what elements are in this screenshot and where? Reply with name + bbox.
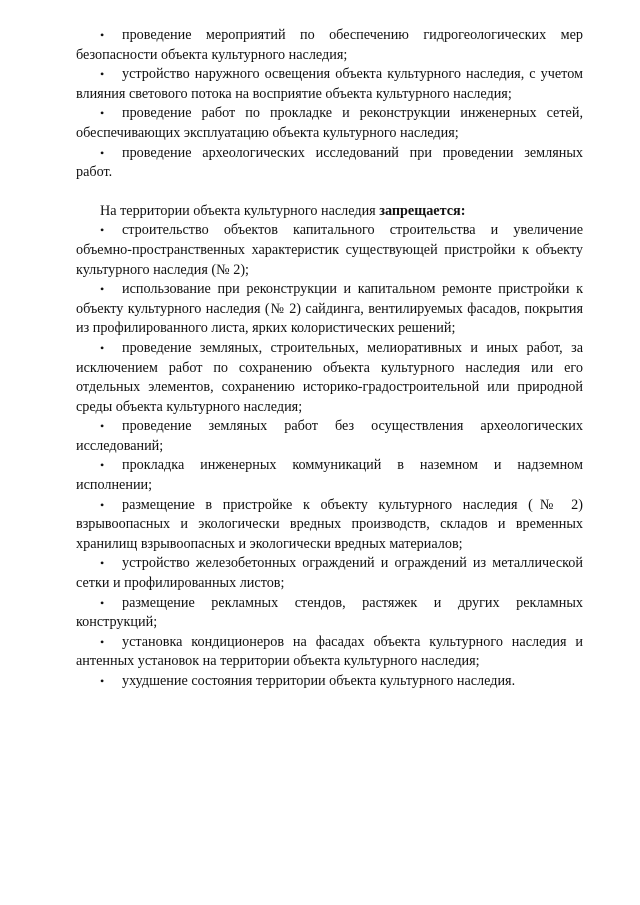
list-item-text: ухудшение состояния территории объекта культурного наследия.: [122, 673, 516, 689]
bullet-icon: •: [100, 282, 105, 297]
list-item-text: проведение земляных, строительных, мелиоративных и иных работ, за исключением работ по сохранению объекта культурного наследия или его отдельных элементов, сохранению историко-градостроительной или природной среды объекта культурного наследия;: [76, 339, 583, 415]
bullet-icon: •: [100, 223, 105, 238]
list-item: [76, 456, 583, 495]
list-item-text: проведение археологических исследований при проведении земляных работ.: [76, 144, 583, 181]
list-item: [76, 496, 583, 555]
bullet-icon: •: [100, 595, 105, 610]
list-item-text: использование при реконструкции и капитальном ремонте пристройки к объекту культурного наследия (№ 2) сайдинга, вентилируемых фасадов, покрытия из профилированного листа, ярких колористических решений;: [76, 281, 583, 337]
spacer: [76, 183, 583, 202]
bullet-icon: •: [100, 28, 105, 42]
list-item: [76, 417, 583, 456]
list-item-text: проведение мероприятий по обеспечению гидрогеологических мер безопасности объекта культурного наследия;: [76, 27, 583, 63]
list-item: [76, 554, 583, 593]
prohibition-emphasis: запрещается:: [379, 202, 466, 219]
bullet-icon: •: [100, 340, 105, 355]
bullet-icon: •: [100, 497, 105, 512]
prohibited-list: [76, 221, 583, 691]
list-item-text: размещение в пристройке к объекту культурного наследия (№ 2) взрывоопасных и экологически вредных производств, складов и временных хранилищ взрывоопасных и экологически вредных материалов;: [76, 496, 583, 552]
document-page: [76, 26, 583, 692]
list-item: [76, 26, 583, 65]
list-item: [76, 221, 583, 280]
bullet-icon: •: [100, 419, 105, 434]
list-item-text: проведение земляных работ без осуществления археологических исследований;: [76, 418, 583, 454]
list-item: [76, 339, 583, 417]
bullet-icon: •: [100, 67, 105, 82]
list-item: [76, 633, 583, 672]
list-item-text: размещение рекламных стендов, растяжек и других рекламных конструкций;: [76, 594, 583, 631]
list-item: [76, 594, 583, 633]
list-item: [76, 144, 583, 183]
list-item-text: прокладка инженерных коммуникаций в наземном и надземном исполнении;: [76, 457, 583, 494]
prohibition-intro: На территории объекта культурного наследия: [100, 202, 380, 219]
prohibition-heading: [76, 202, 583, 222]
list-item: [76, 65, 583, 104]
list-item: [76, 280, 583, 339]
list-item-text: проведение работ по прокладке и реконструкции инженерных сетей, обеспечивающих эксплуатацию объекта культурного наследия;: [76, 105, 583, 141]
bullet-icon: •: [100, 634, 105, 649]
bullet-icon: •: [100, 556, 105, 571]
list-item-text: строительство объектов капитального строительства и увеличение объемно-пространственных характеристик существующей пристройки к объекту культурного наследия (№ 2);: [76, 222, 583, 278]
list-item-text: установка кондиционеров на фасадах объекта культурного наследия и антенных установок на территории объекта культурного наследия;: [76, 633, 583, 670]
list-item-text: устройство железобетонных ограждений и ограждений из металлической сетки и профилированных листов;: [76, 555, 583, 592]
permitted-list: [76, 26, 583, 183]
bullet-icon: •: [100, 458, 105, 473]
list-item-text: устройство наружного освещения объекта культурного наследия, с учетом влияния светового потока на восприятие объекта культурного наследия;: [76, 66, 583, 102]
bullet-icon: •: [100, 145, 105, 160]
list-item: [76, 104, 583, 143]
bullet-icon: •: [100, 674, 105, 688]
list-item: [76, 672, 583, 692]
bullet-icon: •: [100, 106, 105, 121]
